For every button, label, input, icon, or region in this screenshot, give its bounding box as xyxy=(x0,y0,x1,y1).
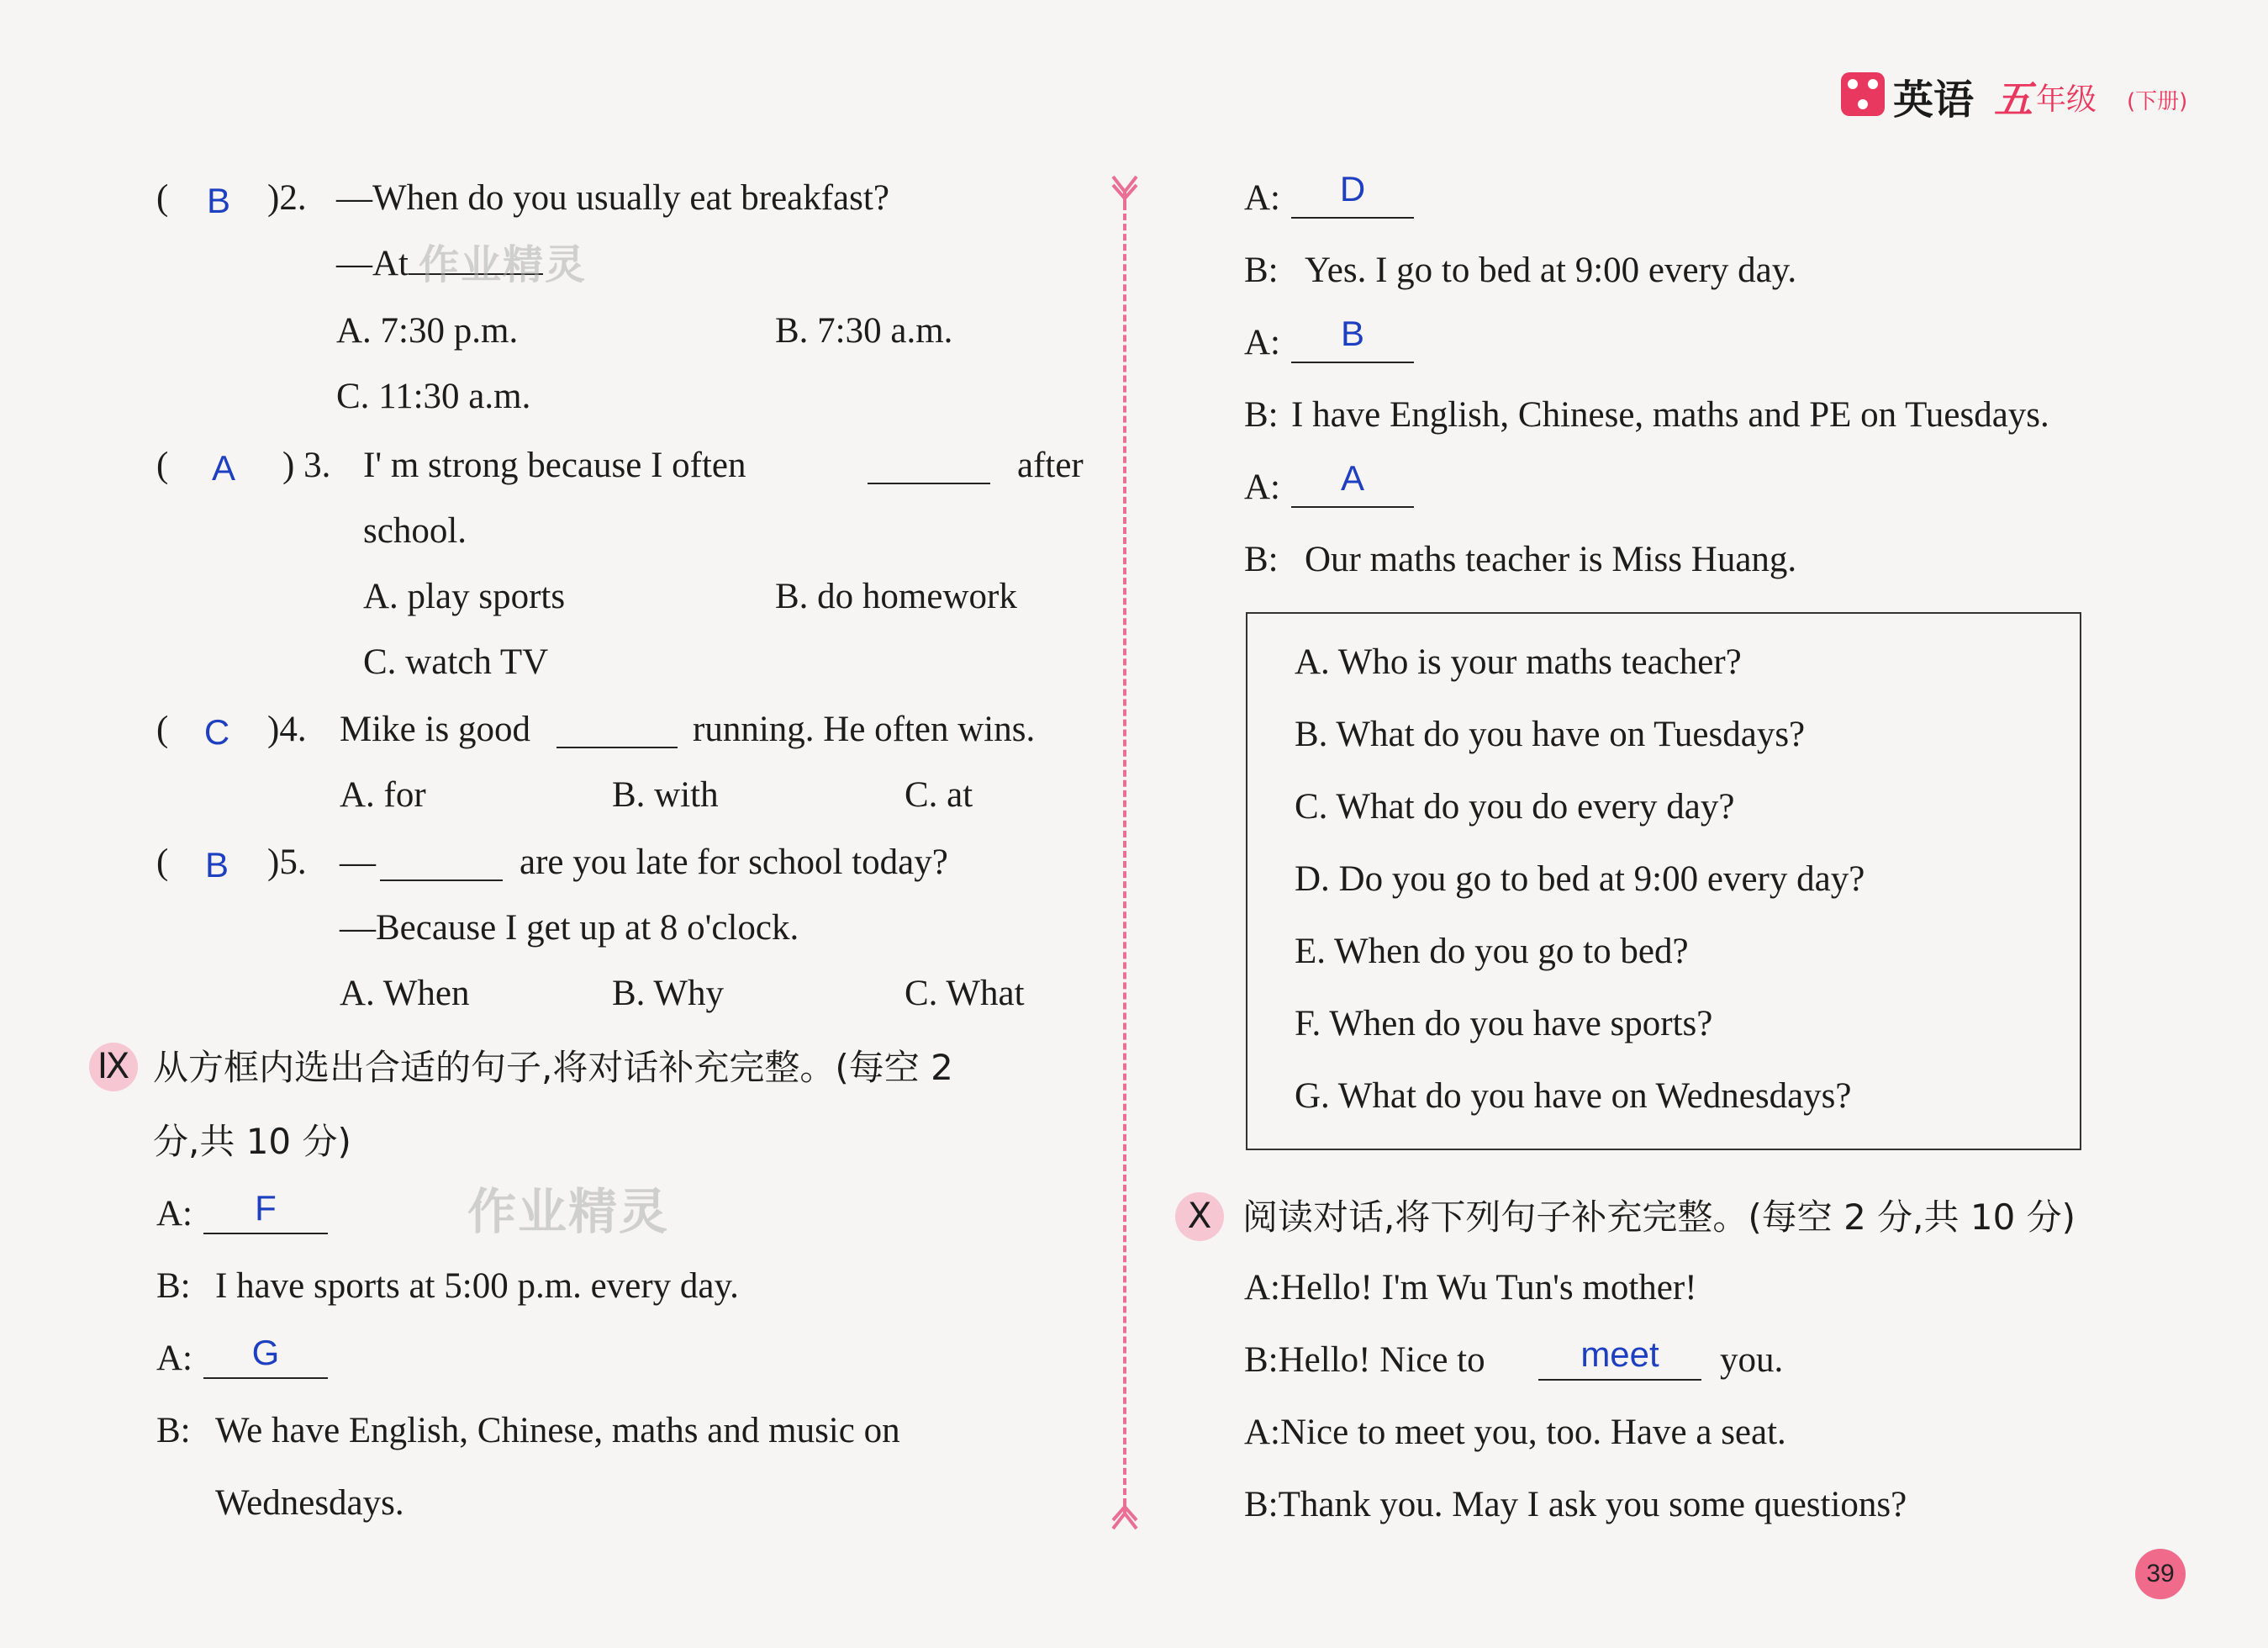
dialog-10-speaker: B: xyxy=(1244,540,1279,579)
dialog-7-answer: B xyxy=(1340,314,1364,353)
q4-bracket-open: ( xyxy=(156,710,169,749)
s10-line-1: A:Hello! I'm Wu Tun's mother! xyxy=(1244,1268,1697,1307)
q3-number: ) 3. xyxy=(282,446,331,485)
section-10-numeral: Ⅹ xyxy=(1175,1192,1224,1241)
dialog-6-speaker: B: xyxy=(1244,251,1279,290)
q4-answer: C xyxy=(203,712,230,752)
q2-option-c: C. 11:30 a.m. xyxy=(336,377,531,416)
q5-number: )5. xyxy=(267,842,307,882)
q2-line2: —At xyxy=(336,239,543,289)
q5-stem-pre: — xyxy=(340,842,376,882)
q2-option-b: B. 7:30 a.m. xyxy=(775,311,953,351)
dialog-5-speaker: A: xyxy=(1244,178,1280,218)
dialog-2-text: I have sports at 5:00 p.m. every day. xyxy=(215,1266,739,1306)
q2-bracket-open: ( xyxy=(156,178,169,218)
q2-answer: B xyxy=(206,181,230,220)
dialog-3-speaker: A: xyxy=(156,1339,193,1378)
q2-option-a: A. 7:30 p.m. xyxy=(336,311,519,351)
box-option-a: A. Who is your maths teacher? xyxy=(1295,642,1742,682)
q5-line2: —Because I get up at 8 o'clock. xyxy=(340,908,799,948)
dialog-8-speaker: B: xyxy=(1244,395,1279,435)
q4-stem-pre: Mike is good xyxy=(340,710,530,749)
header-grade-suffix: 年级 xyxy=(2036,82,2097,117)
q2-number: )2. xyxy=(267,178,307,218)
page-divider xyxy=(1123,193,1126,1505)
box-option-c: C. What do you do every day? xyxy=(1295,787,1735,827)
q3-option-a: A. play sports xyxy=(363,577,566,616)
header-subject: 英语 xyxy=(1893,77,1975,124)
q3-option-c: C. watch TV xyxy=(363,642,549,682)
box-option-b: B. What do you have on Tuesdays? xyxy=(1295,715,1806,754)
q4-option-c: C. at xyxy=(905,775,973,815)
q3-line2: school. xyxy=(363,511,467,551)
dialog-6-text: Yes. I go to bed at 9:00 every day. xyxy=(1305,251,1797,290)
dialog-5-answer: D xyxy=(1339,169,1366,209)
dialog-4-speaker: B: xyxy=(156,1411,191,1450)
q4-blank xyxy=(556,711,678,748)
dice-logo-icon xyxy=(1841,72,1885,116)
section-9-instruction-1: 从方框内选出合适的句子,将对话补充完整。(每空 2 xyxy=(153,1047,953,1088)
q5-blank xyxy=(380,844,503,881)
box-option-e: E. When do you go to bed? xyxy=(1295,932,1689,971)
box-option-g: G. What do you have on Wednesdays? xyxy=(1295,1076,1852,1116)
section-10-instruction: 阅读对话,将下列句子补充完整。(每空 2 分,共 10 分) xyxy=(1242,1196,2076,1238)
s10-line-3: A:Nice to meet you, too. Have a seat. xyxy=(1244,1413,1786,1452)
dialog-10-text: Our maths teacher is Miss Huang. xyxy=(1305,540,1797,579)
section-9-instruction-2: 分,共 10 分) xyxy=(153,1121,351,1162)
dialog-7-speaker: A: xyxy=(1244,323,1280,362)
dialog-2-speaker: B: xyxy=(156,1266,191,1306)
q3-option-b: B. do homework xyxy=(775,577,1017,616)
q4-option-b: B. with xyxy=(612,775,719,815)
dialog-4-text2: Wednesdays. xyxy=(215,1483,404,1523)
options-box xyxy=(1246,612,2081,1150)
s10-line-4: B:Thank you. May I ask you some questions? xyxy=(1244,1485,1907,1524)
s10-line-2-answer: meet xyxy=(1580,1334,1659,1374)
dialog-1-speaker: A: xyxy=(156,1194,193,1233)
q3-answer: A xyxy=(211,448,235,488)
page-number: 39 xyxy=(2135,1549,2186,1599)
watermark-2: 作业精灵 xyxy=(467,1183,670,1240)
q5-answer: B xyxy=(204,845,229,885)
q3-stem-post: after xyxy=(1017,446,1084,485)
q5-stem-post: are you late for school today? xyxy=(520,842,948,882)
scissors-bottom-icon xyxy=(1110,1498,1140,1532)
box-option-f: F. When do you have sports? xyxy=(1295,1004,1713,1043)
dialog-9-answer: A xyxy=(1340,458,1364,498)
q5-option-c: C. What xyxy=(905,974,1025,1013)
q3-bracket-open: ( xyxy=(156,446,169,485)
dialog-1-answer: F xyxy=(255,1188,277,1228)
q5-bracket-open: ( xyxy=(156,842,169,882)
q4-option-a: A. for xyxy=(340,775,426,815)
section-9-numeral: Ⅸ xyxy=(89,1043,138,1091)
q2-stem: —When do you usually eat breakfast? xyxy=(336,178,889,218)
q5-option-a: A. When xyxy=(340,974,470,1013)
header-grade: 五 xyxy=(1994,77,2033,122)
dialog-3-answer: G xyxy=(251,1333,280,1372)
header-volume: (下册) xyxy=(2127,89,2188,114)
watermark-1: 作业精灵 xyxy=(419,241,588,288)
dialog-4-text: We have English, Chinese, maths and music on xyxy=(215,1411,900,1450)
dialog-9-speaker: A: xyxy=(1244,467,1280,507)
s10-line-2-pre: B:Hello! Nice to xyxy=(1244,1340,1485,1380)
s10-line-2-post: you. xyxy=(1720,1340,1784,1380)
box-option-d: D. Do you go to bed at 9:00 every day? xyxy=(1295,859,1865,899)
q3-blank xyxy=(868,447,990,484)
dialog-8-text: I have English, Chinese, maths and PE on Tuesdays. xyxy=(1291,395,2049,435)
q4-number: )4. xyxy=(267,710,307,749)
q4-stem-post: running. He often wins. xyxy=(693,710,1036,749)
q5-option-b: B. Why xyxy=(612,974,724,1013)
q3-stem-pre: I' m strong because I often xyxy=(363,446,746,485)
